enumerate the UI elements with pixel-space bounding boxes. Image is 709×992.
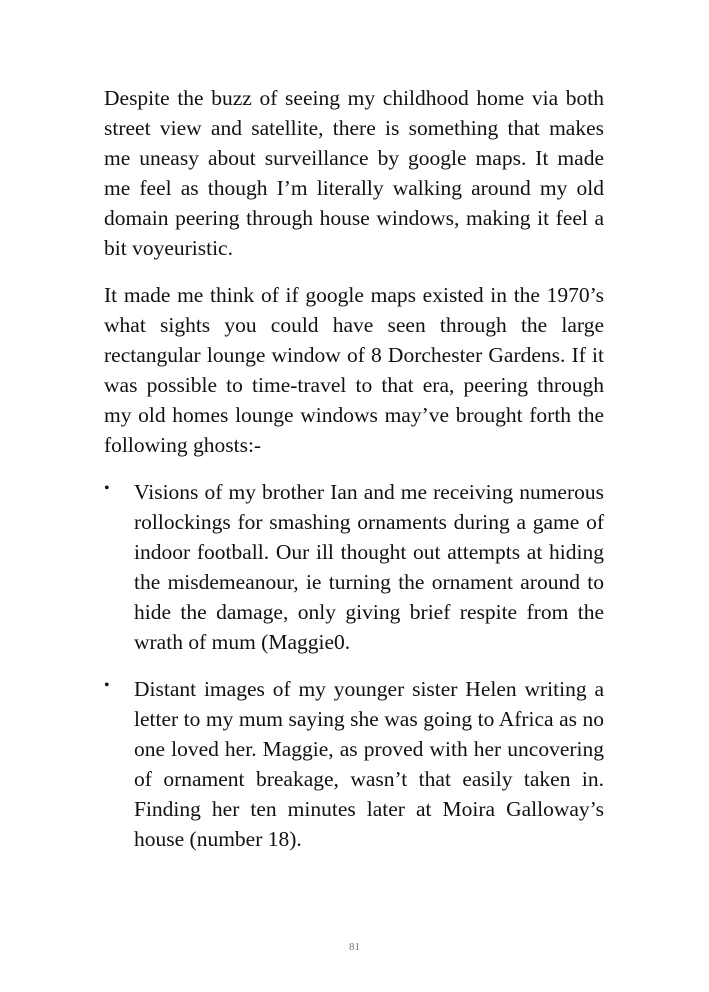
bullet-list	[104, 477, 604, 854]
list-item-text: Distant images of my younger sister Helen writing a letter to my mum saying she was going to Africa as no one loved her. Maggie, as proved with her uncovering of ornament breakage, wasn’t that easily taken in. Finding her ten minutes later at Moira Galloway’s house (number 18).	[134, 677, 604, 851]
list-item	[104, 674, 604, 854]
list-item	[104, 477, 604, 657]
page-number: 81	[349, 941, 360, 953]
bullet-icon: •	[104, 677, 110, 694]
list-item-text: Visions of my brother Ian and me receiving numerous rollockings for smashing ornaments during a game of indoor football. Our ill thought out attempts at hiding the misdemeanour, ie turning the ornament around to hide the damage, only giving brief respite from the wrath of mum (Maggie0.	[134, 480, 604, 654]
page-body	[104, 83, 604, 871]
paragraph: It made me think of if google maps existed in the 1970’s what sights you could have seen through the large rectangular lounge window of 8 Dorchester Gardens. If it was possible to time-travel to that era, peering through my old homes lounge windows may’ve brought forth the following ghosts:-	[104, 283, 604, 457]
bullet-icon: •	[104, 480, 110, 497]
paragraph: Despite the buzz of seeing my childhood home via both street view and satellite, there is something that makes me uneasy about surveillance by google maps. It made me feel as though I’m literally walking around my old domain peering through house windows, making it feel a bit voyeuristic.	[104, 86, 604, 260]
